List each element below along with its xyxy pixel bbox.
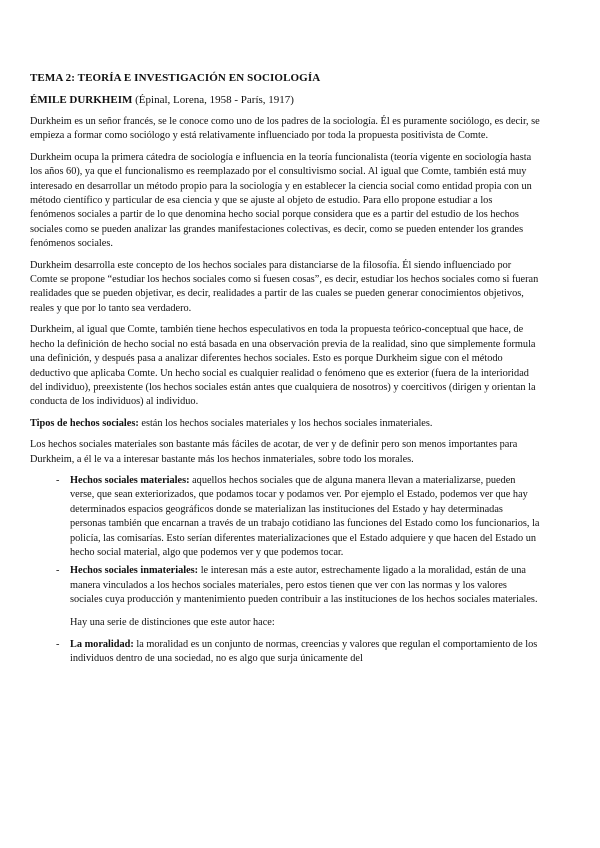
social-facts-list — [30, 474, 540, 608]
paragraph-5-text: están los hechos sociales materiales y los hechos sociales inmateriales. — [138, 417, 433, 429]
dash-bullet: - — [56, 474, 60, 486]
list-item-heading: La moralidad: — [70, 639, 134, 650]
list-item-text: aquellos hechos sociales que de alguna manera llevan a materializarse, pueden verse, que sean exteriorizados, que podamos tocar y podamos ver. Por ejemplo el Estado, podemos ver que hay determinados espacios geográficos donde se materializan las instituciones del Estado y hay determinadas personas también que encarnan a través de un trabajo cotidiano las funciones del Estado como los funcionarios, la policía, las comisarías. Esto serían diferentes materializaciones que el Estado adquiere y que hacen del Estado un hecho social material, algo que podemos ver y que podemos tocar. — [70, 474, 540, 558]
dash-bullet: - — [56, 565, 60, 577]
subtitle-dates: (Épinal, Lorena, 1958 - París, 1917) — [132, 94, 294, 106]
paragraph-1: Durkheim es un señor francés, se le conoce como uno de los padres de la sociología. Él es puramente sociólogo, es decir, se empieza a formar como sociólogo y está relativamente influenciado por toda la propuesta positivista de Comte. — [30, 116, 540, 142]
list-item-text: le interesan más a este autor, estrechamente ligado a la moralidad, están de una manera vinculados a los hechos sociales materiales, pero estos tienen que ver con las normas y los valores sociales cuya producción y mantenimiento pueden contribuir a las instituciones de los hechos sociales materiales. — [70, 565, 538, 606]
paragraph-2: Durkheim ocupa la primera cátedra de sociología e influencia en la teoría funcionalista (teoría vigente en sociología hasta los años 60), ya que el funcionalismo es reemplazado por el consultivismo social. Al igual que Comte, también está muy interesado en desarrollar un método propio para la sociología y en establecer la ciencia social como entidad propia con un método científico y particular de esa ciencia y que se ajuste al objeto de estudio. Para ello propone estudiar a los fenómenos sociales a partir de lo que denomina hecho social porque considera que es a partir del estudio de los hechos sociales como se pueden analizar las grandes manifestaciones colectivas, es decir, como se pueden entender los grandes fenómenos sociales. — [30, 151, 532, 250]
list-item-heading: Hechos sociales materiales: — [70, 474, 190, 486]
paragraph-7: Hay una serie de distinciones que este autor hace: — [70, 616, 275, 628]
dash-bullet: - — [56, 639, 60, 650]
document-subtitle — [30, 94, 540, 106]
list-item-heading: Hechos sociales inmateriales: — [70, 565, 199, 577]
list-item-text: la moralidad es un conjunto de normas, creencias y valores que regulan el comportamiento de los individuos dentro de una sociedad, no es algo que surja únicamente del — [70, 639, 538, 665]
paragraph-5 — [30, 417, 540, 431]
paragraph-6: Los hechos sociales materiales son bastante más fáciles de acotar, de ver y de definir pero son menos importantes para Durkheim, a él le va a interesar bastante más los hechos inmateriales, sobre todo los morales. — [30, 439, 518, 465]
paragraph-4: Durkheim, al igual que Comte, también tiene hechos especulativos en toda la propuesta teórico-conceptual que hace, de hecho la definición de hecho social no está basada en una observación previa de la realidad, sino que simplemente formula una definición, y después pasa a analizar diferentes hechos sociales. Esto es porque Durkheim sigue con el método deductivo que aplicaba Comte. Un hecho social es cualquier realidad o fenómeno que es exterior (fuera de la interioridad del individuo), preexistente (los hechos sociales están antes que cualquiera de nosotros) y coercitivos (dirigen y orientan la conducta de los individuos) al individuo. — [30, 324, 536, 408]
document-title: TEMA 2: TEORÍA E INVESTIGACIÓN EN SOCIOLOGÍA — [30, 72, 321, 84]
list-item-morality — [30, 638, 540, 667]
list-item-material — [30, 474, 540, 560]
list-item-immaterial — [30, 564, 540, 607]
paragraph-5-heading: Tipos de hechos sociales: — [30, 417, 139, 429]
paragraph-3: Durkheim desarrolla este concepto de los hechos sociales para distanciarse de la filosofía. Él siendo influenciado por Comte se propone “estudiar los hechos sociales como si fuesen cosas”, es decir, estudiar los hechos sociales como si fueran realidades que se pueden objetivar, es decir, realidades a partir de las cuales se pueden generar conocimientos objetivos, reales y que por lo tanto sea verdadero. — [30, 259, 539, 314]
subtitle-name: ÉMILE DURKHEIM — [30, 94, 133, 106]
distinctions-list — [30, 638, 540, 667]
